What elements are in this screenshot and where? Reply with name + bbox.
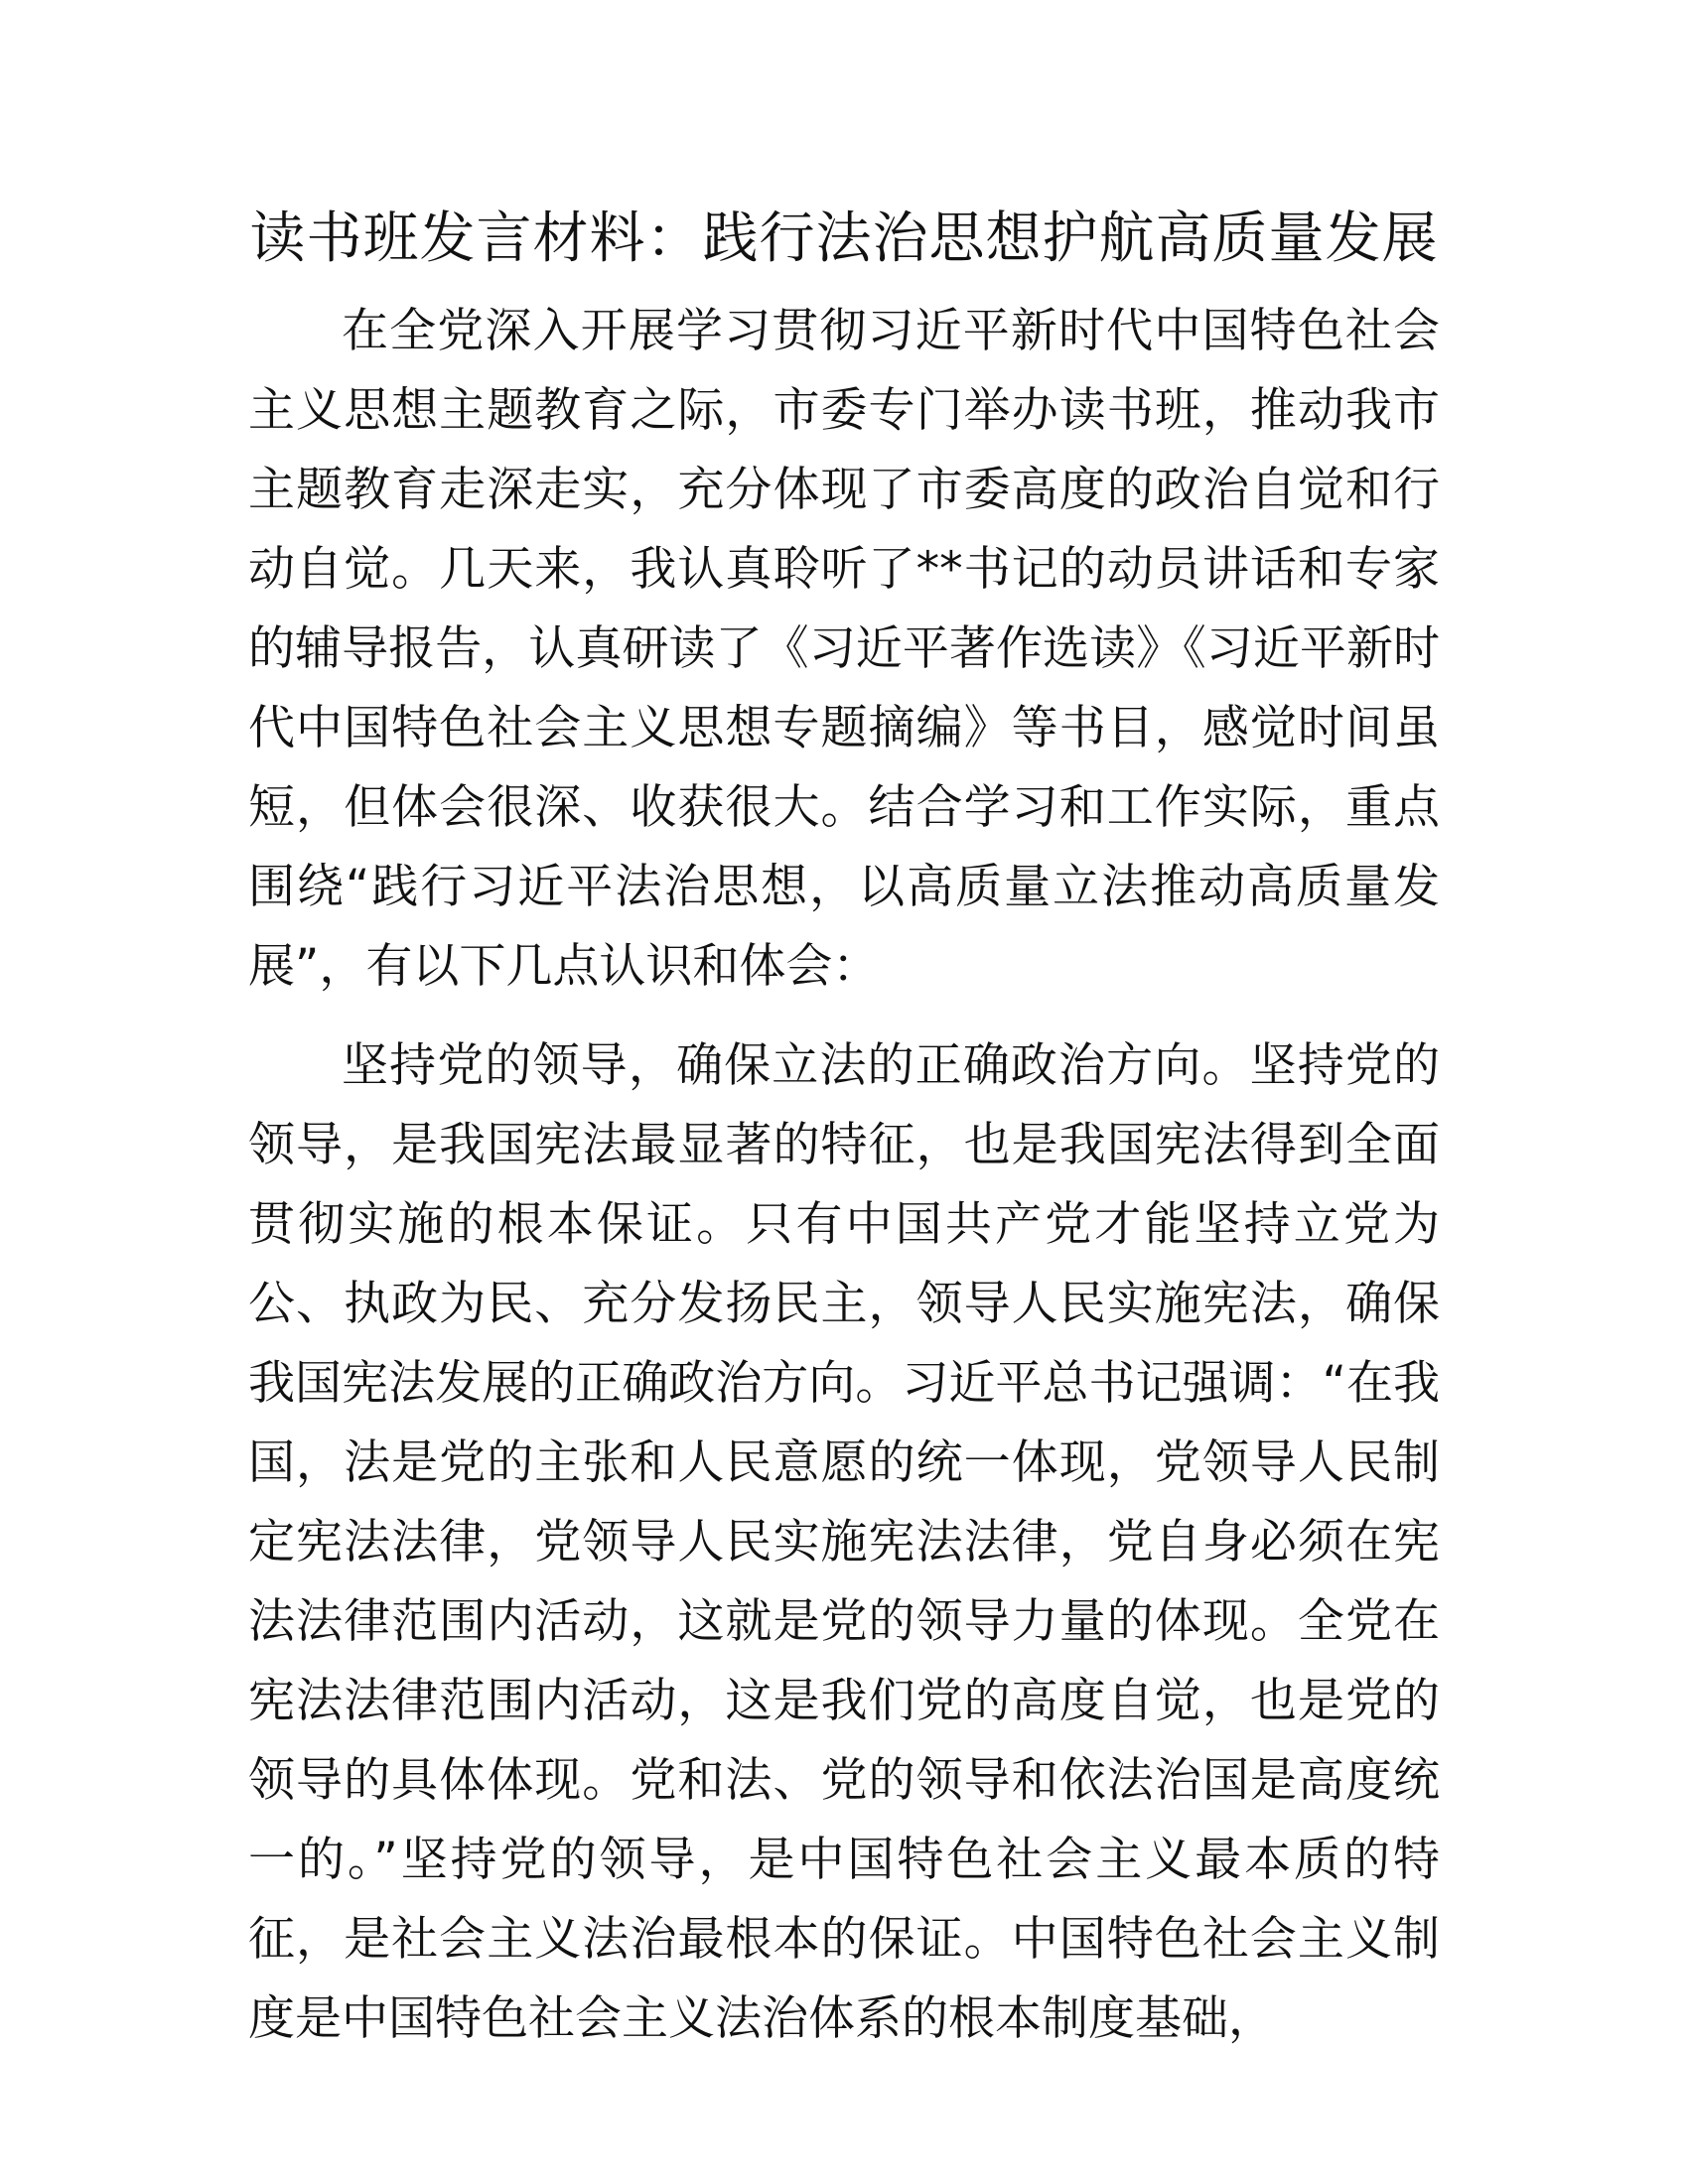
paragraph-party-leadership: 坚持党的领导，确保立法的正确政治方向。坚持党的领导，是我国宪法最显著的特征，也是我国宪法得到全面贯彻实施的根本保证。只有中国共产党才能坚持立党为公、执政为民、充分发扬民主，领导人民实施宪法，确保我国宪法发展的正确政治方向。习近平总书记强调：“在我国，法是党的主张和人民意愿的统一体现，党领导人民制定宪法法律，党领导人民实施宪法法律，党自身必须在宪法法律范围内活动，这就是党的领导力量的体现。全党在宪法法律范围内活动，这是我们党的高度自觉，也是党的领导的具体体现。党和法、党的领导和依法治国是高度统一的。”坚持党的领导，是中国特色社会主义最本质的特征，是社会主义法治最根本的保证。中国特色社会主义制度是中国特色社会主义法治体系的根本制度基础， [248,1038,1440,2046]
paragraph-intro: 在全党深入开展学习贯彻习近平新时代中国特色社会主义思想主题教育之际，市委专门举办读书班，推动我市主题教育走深走实，充分体现了市委高度的政治自觉和行动自觉。几天来，我认真聆听了**书记的动员讲话和专家的辅导报告，认真研读了《习近平著作选读》《习近平新时代中国特色社会主义思想专题摘编》等书目，感觉时间虽短，但体会很深、收获很大。结合学习和工作实际，重点围绕“践行习近平法治思想，以高质量立法推动高质量发展”，有以下几点认识和体会： [248,304,1440,994]
document-title: 读书班发言材料：践行法治思想护航高质量发展 [249,206,1439,271]
document-page [248,197,1440,2059]
